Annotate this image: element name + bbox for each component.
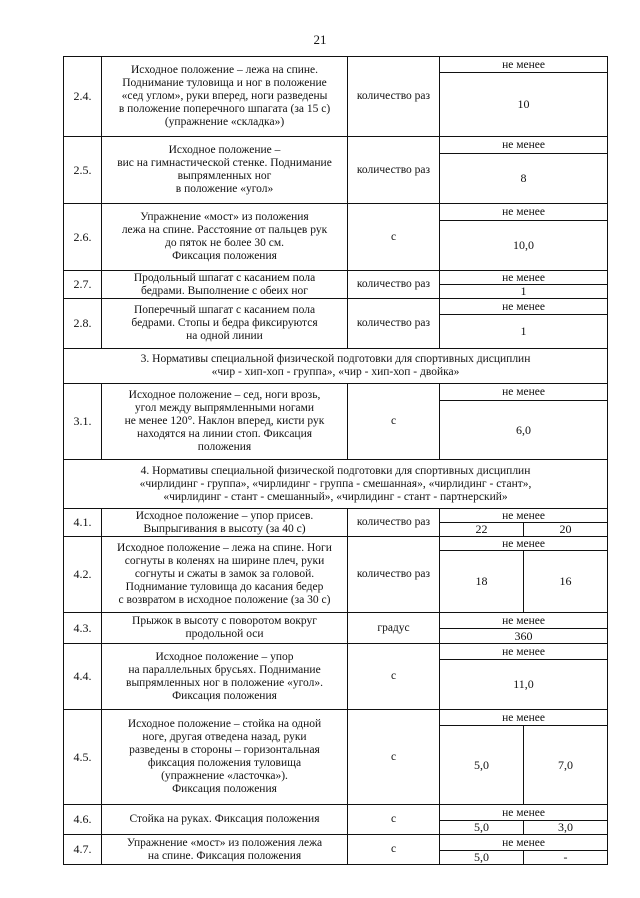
norm-row	[64, 805, 608, 821]
norm-number: 4.3.	[64, 613, 102, 644]
norms-table	[63, 56, 608, 865]
norm-header: не менее	[440, 805, 608, 821]
description-line: угол между выпрямленными ногами	[134, 402, 315, 414]
norm-number: 2.8.	[64, 299, 102, 349]
unit-of-measure: количество раз	[348, 299, 440, 349]
norm-header: не менее	[440, 835, 608, 851]
description-line: (упражнение «складка»)	[164, 116, 285, 128]
norm-number: 4.4.	[64, 644, 102, 710]
norm-header: не менее	[440, 137, 608, 154]
unit-of-measure: с	[348, 384, 440, 460]
exercise-description	[102, 613, 348, 644]
norm-value: 10,0	[440, 221, 608, 271]
description-line: Исходное положение – упор присев.	[135, 509, 314, 522]
description-line: Стойка на руках. Фиксация положения	[129, 813, 320, 825]
exercise-description	[102, 299, 348, 349]
description-line: согнуты в коленях на ширине плеч, руки	[124, 555, 325, 567]
unit-of-measure: с	[348, 835, 440, 865]
norm-number: 2.6.	[64, 204, 102, 271]
norm-value: 20	[524, 523, 608, 537]
norm-value: 18	[440, 551, 524, 613]
description-line: на одной линии	[186, 330, 263, 342]
norm-row	[64, 204, 608, 221]
section-title-line: 4. Нормативы специальной физической подготовки для спортивных дисциплин	[140, 464, 531, 477]
unit-of-measure: количество раз	[348, 57, 440, 137]
norm-row	[64, 710, 608, 726]
description-line: продольной оси	[185, 628, 264, 640]
norm-value: 1	[440, 315, 608, 349]
section-title	[64, 349, 608, 384]
exercise-description	[102, 710, 348, 805]
unit-of-measure: с	[348, 204, 440, 271]
norm-header: не менее	[440, 537, 608, 551]
norm-number: 4.7.	[64, 835, 102, 865]
description-line: бедрами. Выполнение с обеих ног	[141, 284, 308, 297]
description-line: Исходное положение –	[168, 144, 281, 156]
section-row	[64, 460, 608, 509]
description-line: выпрямленных ног	[177, 170, 272, 182]
description-line: согнуты и сжаты в замок за головой.	[134, 568, 315, 580]
norm-row	[64, 384, 608, 401]
norm-row	[64, 299, 608, 315]
description-line: на спине. Фиксация положения	[147, 849, 302, 862]
norm-header: не менее	[440, 271, 608, 285]
description-line: Исходное положение – упор	[155, 650, 294, 663]
description-line: Поднимание туловища и ног в положение	[122, 77, 327, 89]
norm-header: не менее	[440, 509, 608, 523]
unit-of-measure: количество раз	[348, 509, 440, 537]
norm-row	[64, 57, 608, 73]
description-line: ноге, другая отведена назад, руки	[142, 731, 307, 743]
description-line: Исходное положение – лежа на спине. Ноги	[117, 542, 332, 554]
norm-value: 360	[440, 629, 608, 644]
norm-header: не менее	[440, 57, 608, 73]
description-line: Фиксация положения	[172, 689, 277, 702]
description-line: Выпрыгивания в высоту (за 40 с)	[143, 522, 306, 535]
norm-header: не менее	[440, 299, 608, 315]
section-title	[64, 460, 608, 509]
description-line: разведены в стороны – горизонтальная	[129, 744, 320, 756]
norm-header: не менее	[440, 204, 608, 221]
page-number: 21	[313, 32, 327, 47]
exercise-description	[102, 137, 348, 204]
description-line: Прыжок в высоту с поворотом вокруг	[132, 615, 317, 627]
norm-header: не менее	[440, 710, 608, 726]
norm-value: 11,0	[440, 660, 608, 710]
unit-of-measure: градус	[348, 613, 440, 644]
description-line: Фиксация положения	[172, 250, 277, 262]
exercise-description	[102, 537, 348, 613]
unit-of-measure: количество раз	[348, 137, 440, 204]
description-line: Фиксация положения	[172, 783, 277, 795]
description-line: лежа на спине. Расстояние от пальцев рук	[121, 224, 328, 236]
description-line: вис на гимнастической стенке. Поднимание	[117, 157, 332, 169]
description-line: до пяток не более 30 см.	[164, 237, 285, 249]
exercise-description	[102, 204, 348, 271]
norm-header: не менее	[440, 613, 608, 629]
unit-of-measure: количество раз	[348, 537, 440, 613]
norm-number: 2.7.	[64, 271, 102, 299]
norm-header: не менее	[440, 644, 608, 660]
description-line: бедрами. Стопы и бедра фиксируются	[131, 317, 318, 329]
norm-number: 2.4.	[64, 57, 102, 137]
section-title-line: «чир - хип-хоп - группа», «чир - хип-хоп - двойка»	[211, 366, 460, 378]
norm-row	[64, 509, 608, 523]
unit-of-measure: с	[348, 805, 440, 835]
norm-value: 1	[440, 285, 608, 299]
description-line: фиксация положения туловища	[147, 757, 302, 769]
description-line: в положение поперечного шпагата (за 15 с)	[118, 103, 331, 115]
norm-number: 2.5.	[64, 137, 102, 204]
norm-header: не менее	[440, 384, 608, 401]
norm-value: 6,0	[440, 401, 608, 460]
exercise-description	[102, 384, 348, 460]
description-line: не менее 120°. Наклон вперед, кисти рук	[124, 415, 325, 427]
section-title-line: «чирлидинг - стант - смешанный», «чирлидинг - стант - партнерский»	[163, 490, 508, 503]
description-line: выпрямленных ног в положение «угол».	[126, 676, 323, 689]
norm-row	[64, 835, 608, 851]
norm-value: 7,0	[524, 726, 608, 805]
norm-number: 4.2.	[64, 537, 102, 613]
section-title-line: 3. Нормативы специальной физической подготовки для спортивных дисциплин	[140, 353, 531, 365]
description-line: Упражнение «мост» из положения лежа	[126, 836, 323, 849]
description-line: Продольный шпагат с касанием пола	[133, 271, 316, 284]
norm-row	[64, 644, 608, 660]
description-line: в положение «угол»	[175, 183, 274, 195]
section-title-line: «чирлидинг - группа», «чирлидинг - группа - смешанная», «чирлидинг - стант»,	[139, 477, 532, 490]
description-line: Упражнение «мост» из положения	[140, 211, 309, 223]
exercise-description	[102, 644, 348, 710]
unit-of-measure: с	[348, 710, 440, 805]
unit-of-measure: с	[348, 644, 440, 710]
exercise-description	[102, 835, 348, 865]
norm-value: -	[524, 851, 608, 865]
exercise-description	[102, 57, 348, 137]
exercise-description	[102, 805, 348, 835]
description-line: Поднимание туловища до касания бедер	[125, 581, 324, 593]
norm-value: 16	[524, 551, 608, 613]
norm-value: 5,0	[440, 851, 524, 865]
description-line: на параллельных брусьях. Поднимание	[128, 663, 321, 676]
norm-number: 4.6.	[64, 805, 102, 835]
norm-number: 4.1.	[64, 509, 102, 537]
norm-value: 3,0	[524, 821, 608, 835]
norm-value: 5,0	[440, 821, 524, 835]
norm-number: 4.5.	[64, 710, 102, 805]
norm-value: 22	[440, 523, 524, 537]
description-line: Исходное положение – сед, ноги врозь,	[128, 389, 321, 401]
exercise-description	[102, 271, 348, 299]
description-line: с возвратом в исходное положение (за 30 с)	[118, 594, 331, 606]
norm-value: 5,0	[440, 726, 524, 805]
description-line: положения	[197, 441, 252, 453]
unit-of-measure: количество раз	[348, 271, 440, 299]
norm-number: 3.1.	[64, 384, 102, 460]
norm-row	[64, 137, 608, 154]
norm-row	[64, 271, 608, 285]
description-line: (упражнение «ласточка»).	[161, 770, 288, 782]
description-line: Поперечный шпагат с касанием пола	[133, 304, 316, 316]
norm-value: 8	[440, 154, 608, 204]
norm-row	[64, 537, 608, 551]
exercise-description	[102, 509, 348, 537]
description-line: «сед углом», руки вперед, ноги разведены	[121, 90, 328, 102]
description-line: находятся на линии стоп. Фиксация	[136, 428, 313, 440]
norm-value: 10	[440, 73, 608, 137]
description-line: Исходное положение – лежа на спине.	[130, 64, 319, 76]
section-row	[64, 349, 608, 384]
norm-row	[64, 613, 608, 629]
description-line: Исходное положение – стойка на одной	[127, 718, 322, 730]
